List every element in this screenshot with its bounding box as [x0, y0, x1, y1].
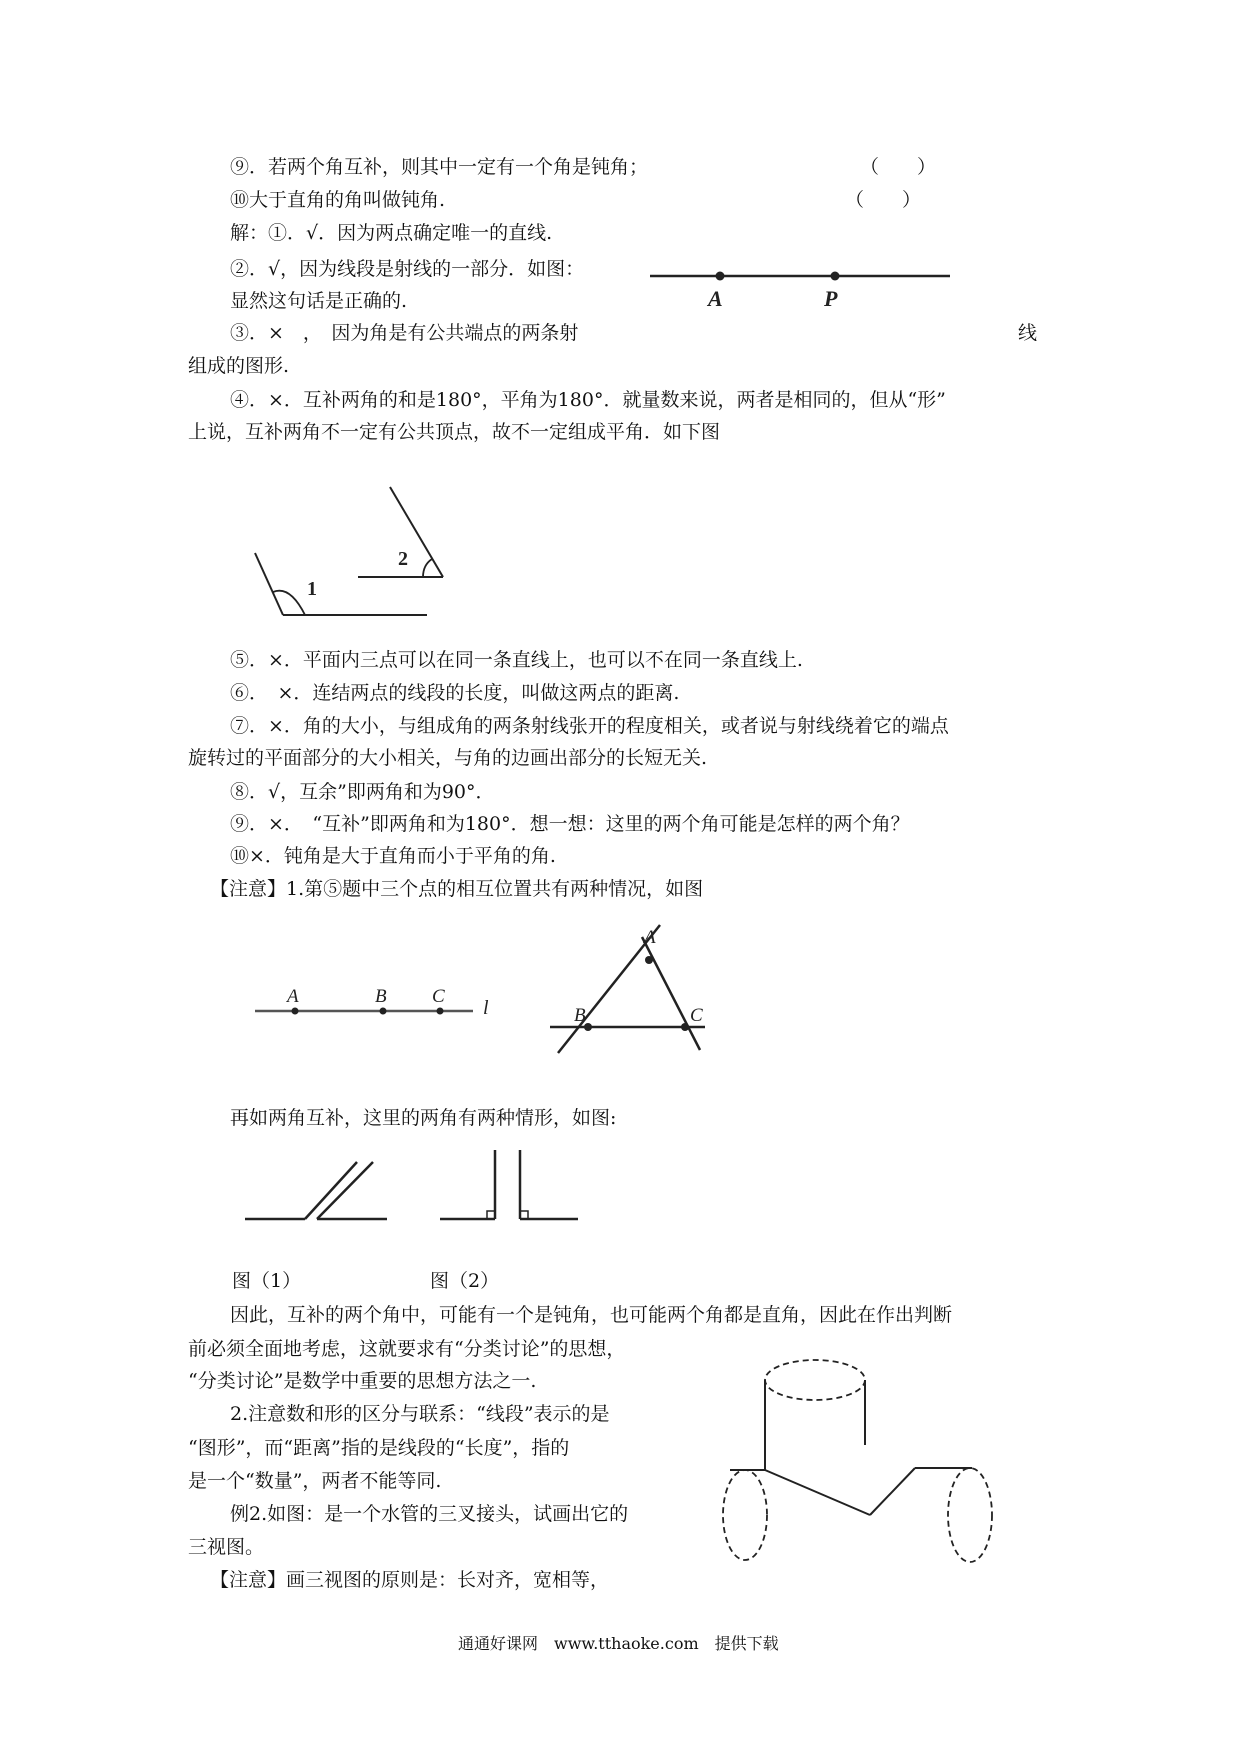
vertex-a-label: A — [644, 927, 656, 948]
answer-7: ⑦．×．角的大小，与组成角的两条射线张开的程度相关，或者说与射线绕着它的端点 — [230, 715, 949, 737]
point-a-label: A — [287, 986, 299, 1007]
point-a-label: A — [708, 286, 723, 311]
collinear-points-figure — [255, 985, 505, 1025]
question-9: ⑨．若两个角互补，则其中一定有一个角是钝角； — [230, 156, 649, 178]
answer-10: ⑩×．钝角是大于直角而小于平角的角. — [230, 845, 556, 867]
answer-3-end: 线 — [1018, 322, 1038, 344]
note-2-cont: “图形”，而“距离”指的是线段的“长度”，指的 — [188, 1437, 570, 1459]
pipe-joint-figure — [720, 1355, 1020, 1585]
figure-1-caption: 图（1） — [232, 1270, 302, 1292]
point-c-dot — [437, 1008, 444, 1015]
again-paragraph: 再如两角互补，这里的两角有两种情形，如图: — [230, 1107, 617, 1129]
note-3: 【注意】画三视图的原则是：长对齐，宽相等， — [210, 1569, 610, 1591]
point-c-label: C — [432, 986, 445, 1007]
therefore-cont-2: “分类讨论”是数学中重要的思想方法之一. — [188, 1370, 537, 1392]
vertex-b-label: B — [574, 1005, 586, 1026]
answer-3-cont: 组成的图形. — [188, 355, 290, 377]
point-a-dot — [292, 1008, 299, 1015]
vertex-a-dot — [645, 956, 653, 964]
point-p-dot — [831, 272, 840, 281]
answer-3: ③．× ， 因为角是有公共端点的两条射 — [230, 322, 579, 344]
vertex-c-dot — [681, 1023, 689, 1031]
answer-5: ⑤．×．平面内三点可以在同一条直线上，也可以不在同一条直线上. — [230, 649, 803, 671]
footer-source: 通通好课网 www.tthaoke.com 提供下载 — [458, 1634, 779, 1653]
vertex-c-label: C — [690, 1005, 703, 1026]
answer-8: ⑧．√，互余”即两角和为90°． — [230, 781, 495, 803]
answer-2: ②．√，因为线段是射线的一部分．如图： — [230, 258, 585, 280]
note-2: 2.注意数和形的区分与联系：“线段”表示的是 — [230, 1403, 610, 1425]
question-10: ⑩大于直角的角叫做钝角. — [230, 189, 446, 211]
note-1: 【注意】1.第⑤题中三个点的相互位置共有两种情况，如图 — [210, 878, 704, 900]
example-2-cont: 三视图。 — [188, 1536, 265, 1558]
therefore-cont: 前必须全面地考虑，这就要求有“分类讨论”的思想， — [188, 1338, 626, 1360]
example-2: 例2.如图：是一个水管的三叉接头，试画出它的 — [230, 1503, 629, 1525]
answer-4-cont: 上说，互补两角不一定有公共顶点，故不一定组成平角．如下图 — [188, 421, 721, 443]
answer-7-cont: 旋转过的平面部分的大小相关，与角的边画出部分的长短无关. — [188, 747, 708, 769]
answer-2-conclusion: 显然这句话是正确的. — [230, 290, 408, 312]
answer-4: ④．×．互补两角的和是180°，平角为180°．就量数来说，两者是相同的，但从“形” — [230, 389, 946, 411]
line-l-label: l — [483, 997, 489, 1019]
triangle-figure — [550, 925, 720, 1060]
point-b-label: B — [375, 986, 387, 1007]
point-p-label: P — [824, 286, 838, 311]
ray-figure — [640, 262, 970, 312]
answer-9: ⑨．×． “互补”即两角和为180°．想一想：这里的两个角可能是怎样的两个角？ — [230, 813, 910, 835]
figure-2-caption: 图（2） — [430, 1270, 500, 1292]
point-b-dot — [380, 1008, 387, 1015]
figure-1-drawing — [245, 1157, 395, 1227]
figure-2-drawing — [440, 1150, 590, 1225]
answer-bracket-9: （ ） — [860, 156, 937, 178]
answer-6: ⑥． ×．连结两点的线段的长度，叫做这两点的距离. — [230, 682, 680, 704]
point-a-dot — [716, 272, 725, 281]
angle-2-label: 2 — [398, 548, 408, 570]
angle-1-label: 1 — [307, 578, 317, 600]
answer-bracket-10: （ ） — [845, 189, 922, 211]
note-2-cont-2: 是一个“数量”，两者不能等同. — [188, 1470, 442, 1492]
therefore-paragraph: 因此，互补的两个角中，可能有一个是钝角，也可能两个角都是直角，因此在作出判断 — [230, 1304, 953, 1326]
supplementary-angles-figure — [255, 485, 455, 625]
answer-1: 解：①．√．因为两点确定唯一的直线. — [230, 222, 553, 244]
